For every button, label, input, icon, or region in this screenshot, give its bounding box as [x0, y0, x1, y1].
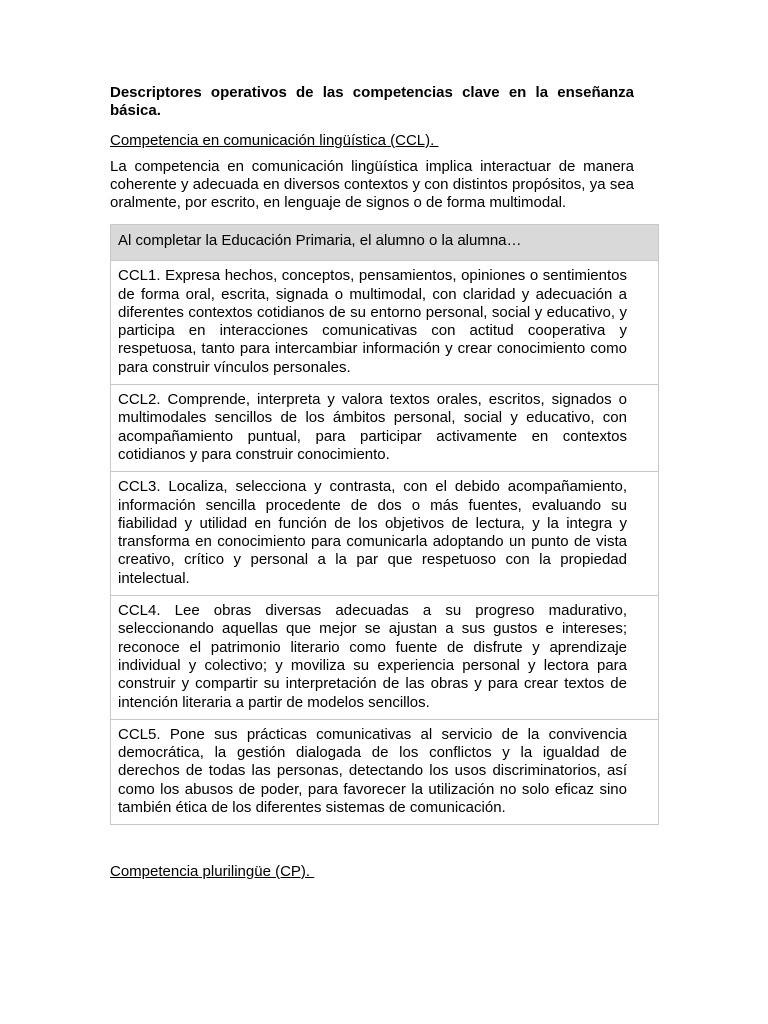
descriptors-table	[110, 224, 659, 825]
table-row	[111, 719, 659, 824]
section-heading-cp: Competencia plurilingüe (CP).	[110, 863, 315, 880]
descriptor-ccl3: CCL3. Localiza, selecciona y contrasta, con el debido acompañamiento, información sencilla procedente de dos o más fuentes, evaluando su fiabilidad y utilidad en función de los objetivos de lectura, y la integra y transforma en conocimiento para comunicarla adoptando un punto de vista creativo, crítico y personal a la par que respetuoso con la propiedad intelectual.	[111, 472, 659, 596]
descriptor-ccl1: CCL1. Expresa hechos, conceptos, pensamientos, opiniones o sentimientos de forma oral, escrita, signada o multimodal, con claridad y adecuación a diferentes contextos cotidianos de su entorno personal, social y educativo, y participa en interacciones comunicativas con actitud cooperativa y respetuosa, tanto para intercambiar información y crear conocimiento como para construir vínculos personales.	[111, 261, 659, 385]
document-page	[110, 84, 634, 212]
descriptor-ccl2: CCL2. Comprende, interpreta y valora textos orales, escritos, signados o multimodales sencillos de los ámbitos personal, social y educativo, con acompañamiento puntual, para participar activamente en contextos cotidianos y para construir conocimiento.	[111, 385, 659, 472]
table-row	[111, 385, 659, 472]
table-header-row	[111, 225, 659, 261]
table-header-cell: Al completar la Educación Primaria, el alumno o la alumna…	[111, 225, 659, 261]
table-row	[111, 472, 659, 596]
descriptor-ccl4: CCL4. Lee obras diversas adecuadas a su progreso madurativo, seleccionando aquellas que mejor se ajustan a sus gustos e intereses; reconoce el patrimonio literario como fuente de disfrute y aprendizaje individual y colectivo; y moviliza su experiencia personal y lectora para construir y compartir su interpretación de las obras y para crear textos de intención literaria a partir de modelos sencillos.	[111, 596, 659, 720]
descriptor-ccl5: CCL5. Pone sus prácticas comunicativas al servicio de la convivencia democrática, la gestión dialogada de los conflictos y la igualdad de derechos de todas las personas, detectando los usos discriminatorios, así como los abusos de poder, para favorecer la utilización no solo eficaz sino también ética de los diferentes sistemas de comunicación.	[111, 719, 659, 824]
intro-paragraph: La competencia en comunicación lingüística implica interactuar de manera coherente y adecuada en diversos contextos y con distintos propósitos, ya sea oralmente, por escrito, en lenguaje de signos o de forma multimodal.	[110, 158, 634, 211]
document-title: Descriptores operativos de las competencias clave en la enseñanza básica.	[110, 84, 634, 119]
table-row	[111, 261, 659, 385]
section-heading-ccl: Competencia en comunicación lingüística (CCL).	[110, 132, 439, 149]
table-row	[111, 596, 659, 720]
